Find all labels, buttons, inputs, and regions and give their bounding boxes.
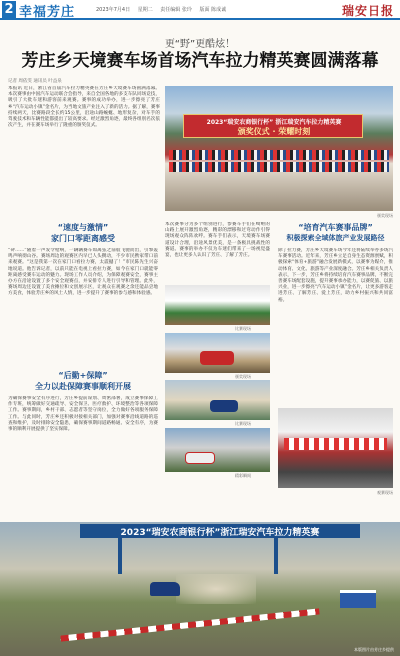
photo-caption: 精彩瞬间 <box>235 473 251 478</box>
photo-caption: 比赛现场 <box>235 326 251 331</box>
rally-car-graphic <box>210 400 238 412</box>
highlight-photo <box>165 428 270 472</box>
section-title: 幸福芳庄 <box>19 5 76 20</box>
event-photo <box>165 285 270 325</box>
section-heading-speed <box>8 222 158 244</box>
podium-banner-subtitle: 颁奖仪式 · 荣耀时刻 <box>237 127 311 136</box>
rally-car-graphic <box>185 452 215 464</box>
newspaper-logo: 瑞安日报 <box>341 4 394 18</box>
section-heading-line2: 积极探索全域体旅产业发展路径 <box>286 234 385 242</box>
section-heading-logistics <box>8 370 158 392</box>
spectator-tent <box>340 590 376 608</box>
crowd-graphic <box>169 162 389 172</box>
issue-date: 2023年7月4日 <box>96 7 131 13</box>
headline: 芳庄乡天境赛车场首场汽车拉力精英赛圆满落幕 <box>21 51 379 71</box>
section-body: 为确保赛事安全有序进行，芳庄乡提前谋划、周密部署，成立赛事保障工作专班，统筹做好交通疏导、安全保卫、医疗救护、环境整治等各项保障工作。赛事期间，乡村干部、志愿者等坚守岗位，全力做好各项服务保障工作。与此同时，芳庄乡还积极对接相关部门，加强对赛事沿线道路的巡查和维护，及时排除安全隐患，确保赛事期间道路畅通、安全有序，为赛事的顺利开展提供了坚实保障。 <box>8 396 158 433</box>
section-heading-line1: “培育汽车赛事品牌” <box>298 223 373 232</box>
podium-banner <box>183 114 363 138</box>
byline: 记者 周依雯 通讯员 叶益泉 <box>8 79 62 84</box>
crowd-graphic <box>169 150 389 160</box>
track-barrier <box>60 608 319 641</box>
section-heading-brand <box>278 222 393 243</box>
masthead <box>0 0 400 20</box>
bottom-banner-bar <box>80 524 360 538</box>
spectators-photo <box>278 408 393 488</box>
race-photo <box>165 380 270 420</box>
issue-meta <box>96 6 232 13</box>
issue-weekday: 星期二 <box>137 7 153 13</box>
editor-credit: 责任编辑 张玲 <box>160 7 192 13</box>
award-ceremony-photo <box>165 86 393 211</box>
rally-car-graphic <box>150 582 180 596</box>
dust-cloud <box>176 574 256 604</box>
rally-car-photo <box>165 333 270 373</box>
headline-kicker: 更“野”更酷炫！ <box>164 39 236 50</box>
photo-caption: 观赛现场 <box>377 490 393 495</box>
photo-caption: 颁奖现场 <box>235 374 251 379</box>
section-body: 除了拉力赛，芳庄乡天境赛车场今年还将陆续举办多场汽车赛事活动。近年来，芳庄乡立足自身生态资源禀赋，积极探索“体育+旅游”融合发展新模式，以赛事为媒介，推动体育、文化、旅游等产业深度融合。芳庄乡相关负责人表示，下一步，芳庄乡将持续培育汽车赛事品牌，不断完善赛车场配套设施，提升赛事承办能力，以赛促旅、以旅兴业，进一步擦亮“汽车运动小镇”金名片，让更多游客走进芳庄、了解芳庄、爱上芳庄，助力乡村振兴和共同富裕。 <box>278 248 393 303</box>
bottom-banner-title: 2023“瑞安农商银行杯”浙江瑞安汽车拉力精英赛 <box>120 528 320 538</box>
photo-credit: 本版图片由芳庄乡提供 <box>354 647 394 652</box>
tent-row-graphic <box>284 438 387 450</box>
mid-column-text: 本次赛事分为多个组别进行，参赛车手们在崎岖的山路上展开激烈角逐，精彩的漂移和过弯动作引得现场观众阵阵欢呼。赛车手们表示，天境赛车场赛道设计合理，沿途风景优美，是一条极具挑战性的赛道。赛事的举办不仅为车迷们带来了一场视觉盛宴，也让更多人认识了芳庄、了解了芳庄。 <box>165 222 270 259</box>
rally-stage-photo <box>0 522 400 656</box>
main-photo-caption: 颁奖现场 <box>377 213 393 218</box>
section-heading-line2: 家门口零距离感受 <box>51 234 115 243</box>
page-number: 2 <box>2 1 16 18</box>
section-heading-line1: “后勤+保障” <box>58 371 108 380</box>
podium-banner-title: 2023“瑞安农商银行杯” 浙江瑞安汽车拉力精英赛 <box>206 119 342 126</box>
section-heading-line1: “速度与激情” <box>57 223 109 232</box>
section-heading-line2: 全力以赴保障赛事顺利开展 <box>35 382 131 391</box>
photo-caption: 比赛现场 <box>235 421 251 426</box>
designer-credit: 版面 陈成诚 <box>199 7 227 13</box>
lead-paragraph: 本报讯 近日，浙江省首届汽车拉力精英赛在芳庄乡天境赛车场圆满落幕。本次赛事由中国汽车运动联合会指导，来自全国各地的多支车队同场竞技，吸引了大批车迷和游客前来观赛。赛事的成功举办，进一步擦亮了芳庄乡“汽车运动小镇”金名片，为当地文旅产业注入了新的活力。据了解，赛事持续两天，比赛路段全长约15公里，沿途山路蜿蜒、地形复杂，对车手的驾驶技术和车辆性能都提出了较高要求。经过激烈角逐，最终各组别名次依次产生，并在赛车场举行了隆重的颁奖仪式。 <box>8 86 160 129</box>
section-body: “砰……”随着一声发令枪响，一辆辆赛车如离弦之箭般飞驰而出，引擎轰鸣声响彻山谷。赛场周边的观赛区内早已人头攒动，不少市民携家带口前来观赛。“这是我第一次在家门口看拉力赛，太震撼了！”市民陈先生兴奋地说道。他告诉记者，以前只能在电视上看拉力赛，如今在家门口就能零距离感受赛车运动的魅力。现场工作人员介绍，为保障观赛安全，赛事主办方在沿途设置了多个安全观赛点，并安排专人进行引导和管理。此外，赛场周边还设置了美食摊位和文创展示区，让观众在观赛之余还能品尝地方美食，体验芳庄乡的风土人情，进一步提升了赛事的参与感和体验感。 <box>8 248 158 297</box>
rally-car-graphic <box>200 351 234 365</box>
